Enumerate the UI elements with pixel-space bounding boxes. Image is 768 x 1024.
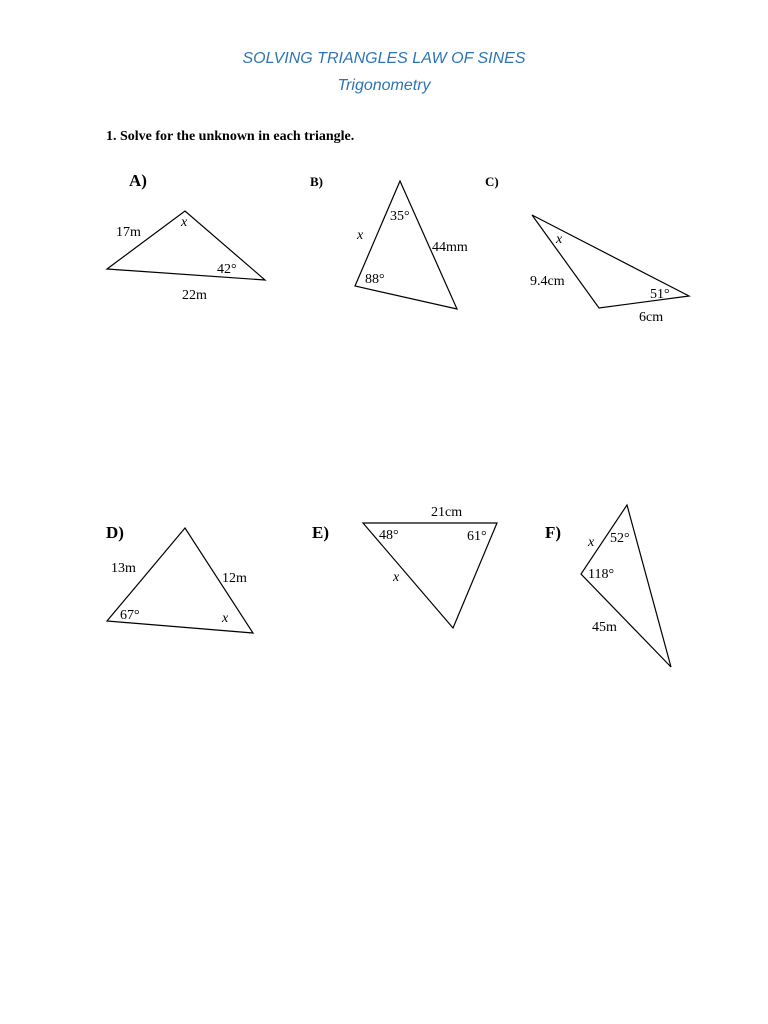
- unknown-label: x: [588, 535, 595, 550]
- problem-label: B): [310, 174, 323, 189]
- worksheet-subtitle: Trigonometry: [337, 77, 431, 94]
- problem-label: E): [312, 523, 329, 542]
- angle-label: 118°: [588, 567, 615, 582]
- side-label: 45m: [592, 620, 617, 635]
- side-label: 6cm: [639, 310, 664, 325]
- problem-label: A): [129, 171, 147, 190]
- side-label: 44mm: [432, 240, 468, 255]
- unknown-label: x: [181, 215, 188, 230]
- problem-d: [106, 523, 253, 633]
- instruction-text: 1. Solve for the unknown in each triangle.: [106, 129, 355, 144]
- side-label: 21cm: [431, 505, 463, 520]
- problem-e: [312, 505, 497, 628]
- angle-label: 51°: [650, 287, 670, 302]
- side-label: 12m: [222, 571, 247, 586]
- problem-a: [107, 171, 265, 303]
- side-label: 17m: [116, 225, 141, 240]
- problem-f: [545, 505, 671, 667]
- triangle-shape: [581, 505, 671, 667]
- side-label: 9.4cm: [530, 274, 565, 289]
- side-label: 13m: [111, 561, 136, 576]
- unknown-label: x: [357, 228, 364, 243]
- angle-label: 67°: [120, 608, 140, 623]
- problem-c: [485, 174, 689, 325]
- angle-label: 88°: [365, 272, 385, 287]
- unknown-label: x: [222, 611, 229, 626]
- worksheet-title: SOLVING TRIANGLES LAW OF SINES: [242, 50, 526, 67]
- angle-label: 52°: [610, 531, 630, 546]
- angle-label: 61°: [467, 529, 487, 544]
- problem-label: D): [106, 523, 124, 542]
- unknown-label: x: [393, 570, 400, 585]
- angle-label: 35°: [390, 209, 410, 224]
- unknown-label: x: [556, 232, 563, 247]
- angle-label: 42°: [217, 262, 237, 277]
- problem-label: C): [485, 174, 499, 189]
- problem-label: F): [545, 523, 562, 542]
- angle-label: 48°: [379, 528, 399, 543]
- problem-b: [310, 174, 468, 309]
- side-label: 22m: [182, 288, 207, 303]
